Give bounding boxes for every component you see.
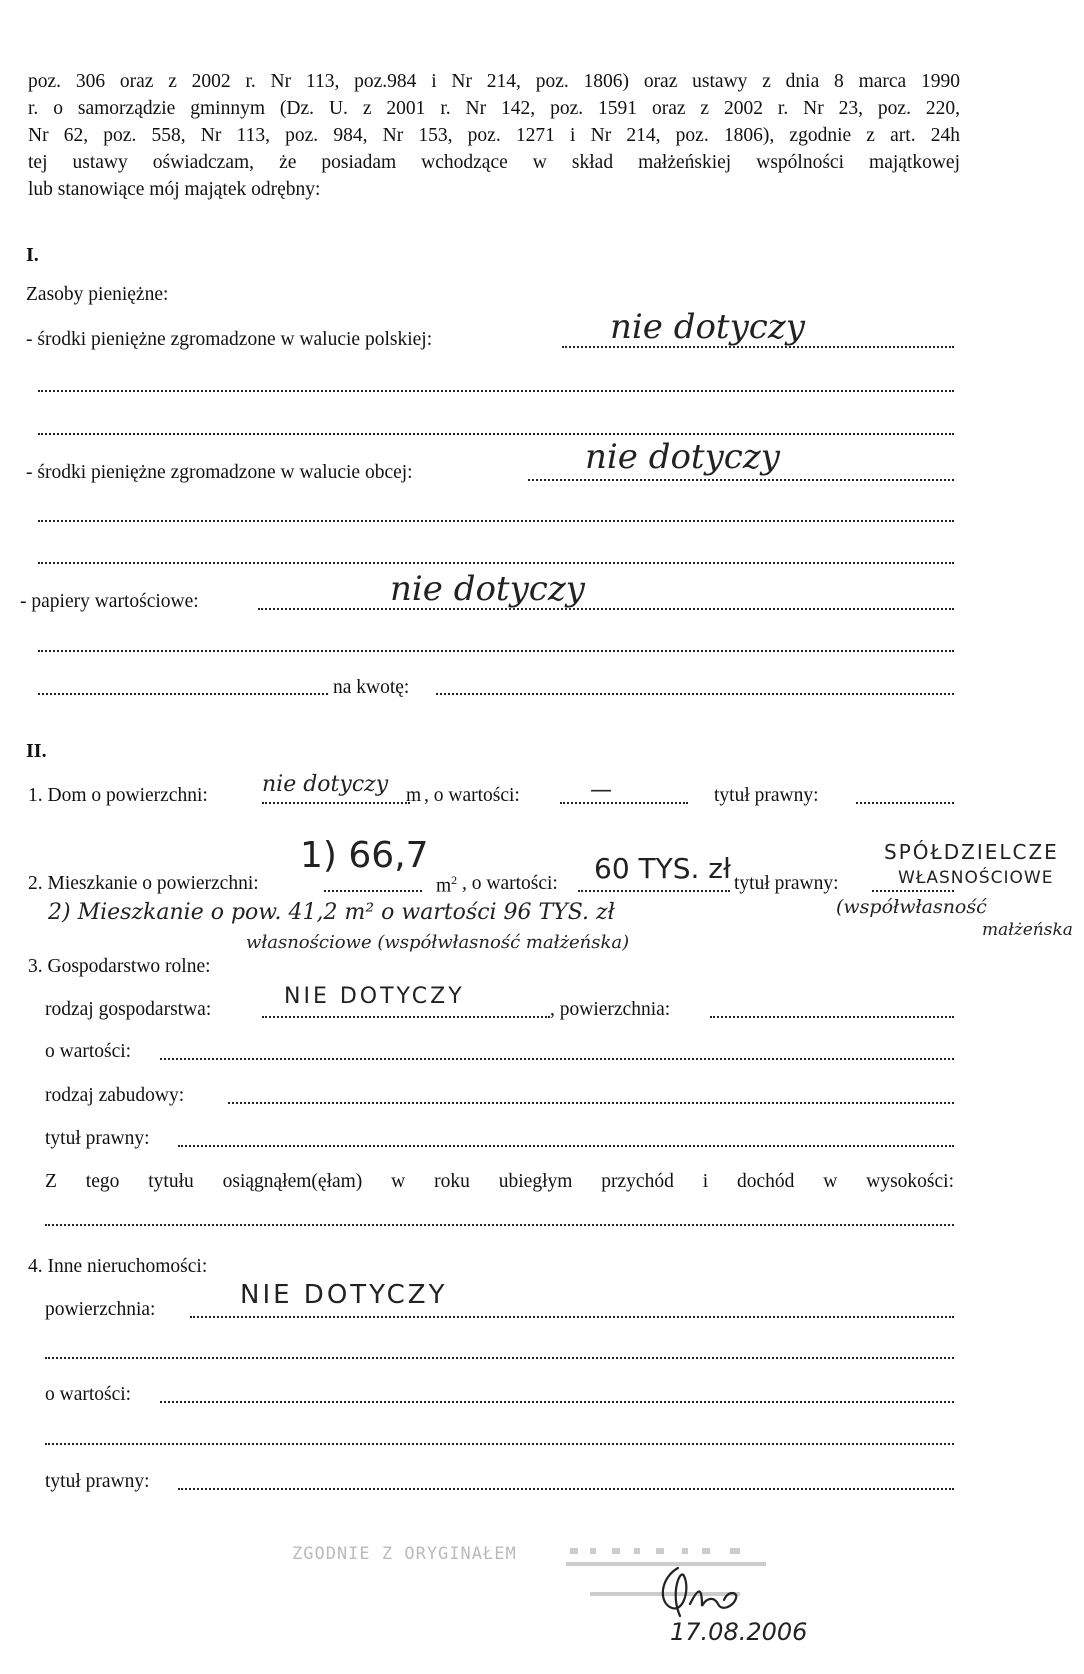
dotted-line [38, 650, 954, 652]
flat-answer: 1) 66,7 [300, 835, 429, 876]
flat-title-answer-1: SPÓŁDZIELCZE [884, 840, 1059, 864]
foreign-funds-answer: nie dotyczy [585, 437, 780, 477]
flat-title-label: tytuł prawny: [734, 873, 839, 894]
intro-line: poz. 306 oraz z 2002 r. Nr 113, poz.984 i Nr 214, poz. 1806) oraz ustawy z dnia 8 marca 1990 [28, 71, 960, 92]
house-label: 1. Dom o powierzchni: [28, 785, 208, 806]
pln-funds-answer: nie dotyczy [610, 307, 805, 347]
flat-extra-line-4: własnościowe (współwłasność małżeńska) [246, 932, 630, 953]
house-value-label: , o wartości: [424, 785, 520, 806]
dotted-line [38, 693, 328, 695]
house-value-line [560, 802, 688, 804]
farm-type-line [262, 1016, 550, 1018]
dotted-line [38, 520, 954, 522]
flat-value-answer: 60 TYS. zł [594, 852, 731, 885]
dotted-line [45, 1443, 954, 1445]
intro-line: r. o samorządzie gminnym (Dz. U. z 2001 r. Nr 142, poz. 1591 oraz z 2002 r. Nr 23, poz. 220, [28, 98, 960, 119]
signature-date: 17.08.2006 [670, 1618, 808, 1646]
foreign-funds-label: - środki pieniężne zgromadzone w walucie obcej: [26, 462, 413, 483]
certified-copy-stamp: ZGODNIE Z ORYGINAŁEM [292, 1544, 517, 1564]
flat-label: 2. Mieszkanie o powierzchni: [28, 873, 259, 894]
other-property-label: 4. Inne nieruchomości: [28, 1256, 208, 1277]
section-1-title: Zasoby pieniężne: [26, 284, 169, 305]
flat-title-line [872, 890, 954, 892]
other-title-line [178, 1488, 954, 1490]
house-unit: m [406, 785, 422, 806]
flat-extra-line-3: małżeńska [982, 920, 1073, 940]
farm-type-answer: NIE DOTYCZY [284, 984, 465, 1009]
house-title-label: tytuł prawny: [714, 785, 819, 806]
flat-extra-line-1: 2) Mieszkanie o pow. 41,2 m² o wartości 96 TYS. zł [48, 900, 615, 925]
farm-building-line [228, 1102, 954, 1104]
other-area-line [190, 1316, 954, 1318]
dotted-line [38, 433, 954, 435]
securities-label: - papiery wartościowe: [20, 591, 199, 612]
flat-unit-sup: 2 [451, 873, 458, 887]
amount-line [436, 693, 954, 695]
house-answer: nie dotyczy [262, 772, 389, 797]
farm-title-label: tytuł prawny: [45, 1128, 150, 1149]
farm-income-label: Z tego tytułu osiągnąłem(ęłam) w roku ubiegłym przychód i dochód w wysokości: [45, 1171, 954, 1192]
farm-value-line [160, 1058, 954, 1060]
other-area-answer: NIE DOTYCZY [240, 1280, 448, 1310]
other-area-label: powierzchnia: [45, 1299, 156, 1320]
farm-type-label: rodzaj gospodarstwa: [45, 999, 212, 1020]
other-title-label: tytuł prawny: [45, 1471, 150, 1492]
securities-answer: nie dotyczy [390, 569, 585, 609]
flat-unit [436, 874, 457, 896]
farm-area-line [710, 1016, 954, 1018]
flat-value-line [578, 890, 730, 892]
intro-line: tej ustawy oświadczam, że posiadam wchodzące w skład małżeńskiej wspólności majątkowej [28, 152, 960, 173]
farm-title-line [178, 1145, 954, 1147]
flat-area-line [324, 890, 422, 892]
intro-line: lub stanowiące mój majątek odrębny: [28, 179, 321, 200]
farm-area-label: , powierzchnia: [550, 999, 671, 1020]
section-2-heading: II. [26, 740, 47, 762]
foreign-funds-line [528, 479, 954, 481]
farm-building-label: rodzaj zabudowy: [45, 1085, 185, 1106]
dotted-line [45, 1357, 954, 1359]
flat-extra-line-2: (współwłasność [836, 896, 987, 918]
farm-label: 3. Gospodarstwo rolne: [28, 956, 211, 977]
house-area-line [262, 802, 410, 804]
house-title-line [856, 802, 954, 804]
flat-value-label: , o wartości: [462, 873, 558, 894]
other-value-label: o wartości: [45, 1384, 132, 1405]
farm-value-label: o wartości: [45, 1041, 132, 1062]
securities-line [258, 608, 954, 610]
flat-title-answer-2: WŁASNOŚCIOWE [898, 868, 1054, 888]
farm-income-line [45, 1224, 954, 1226]
section-1-heading: I. [26, 244, 39, 266]
dotted-line [38, 390, 954, 392]
flat-unit-text: m [436, 875, 452, 897]
house-value-answer: — [590, 778, 612, 803]
amount-label: na kwotę: [333, 677, 410, 698]
pln-funds-label: - środki pieniężne zgromadzone w walucie polskiej: [26, 329, 433, 350]
dotted-line [38, 562, 954, 564]
other-value-line [160, 1401, 954, 1403]
intro-line: Nr 62, poz. 558, Nr 113, poz. 984, Nr 153, poz. 1271 i Nr 214, poz. 1806), zgodnie z art. 24h [28, 125, 960, 146]
